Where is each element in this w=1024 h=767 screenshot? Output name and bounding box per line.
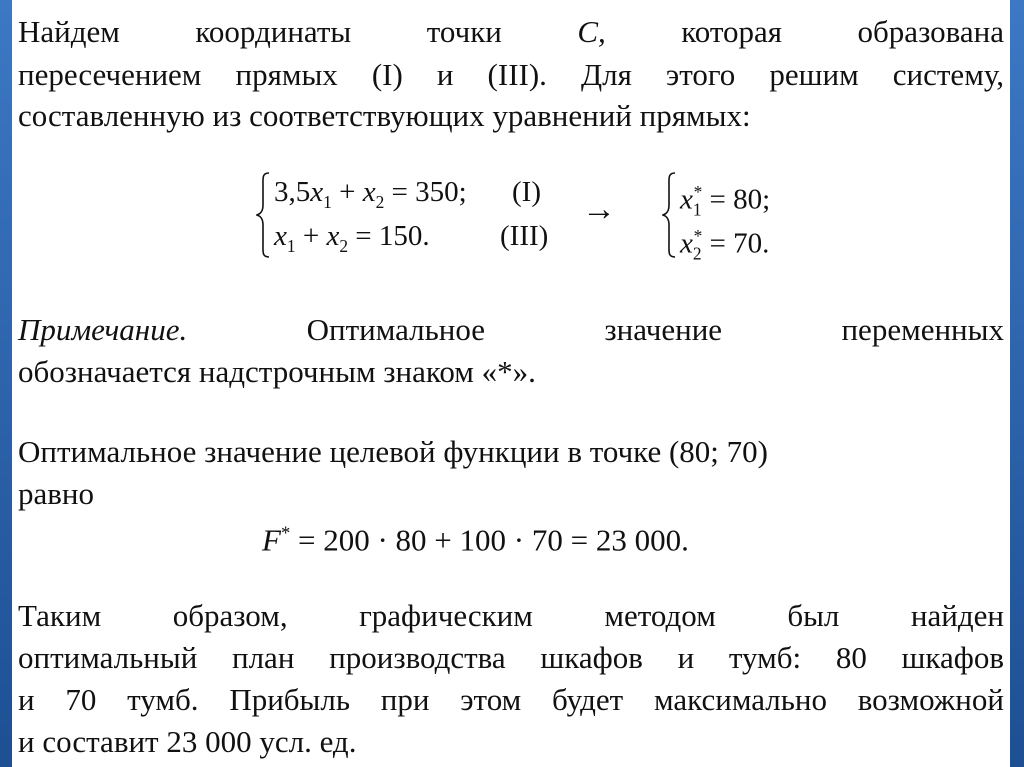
solution-value: = 80; [702,183,771,216]
word: и [18,682,35,717]
word: систему, [892,57,1004,92]
word: этом [460,682,522,717]
word: переменных [841,312,1004,347]
word: и [677,640,695,675]
note-line1 [18,312,1004,348]
slide-frame-left [0,0,12,767]
note-line2: обозначается надстрочным знаком «*». [18,354,536,389]
word: Для [580,57,632,92]
word: Найдем [18,14,120,49]
optimal-line2: равно [18,476,94,511]
word: точки [426,14,502,49]
word: будет [552,682,624,717]
optimal-line1: Оптимальное значение целевой функции в точке (80; 70) [18,434,768,469]
word: прямых [235,57,338,92]
word: (III). [487,57,547,92]
word: методом [604,598,716,633]
operator: + [331,176,363,208]
operator: + [295,220,327,252]
variable: x [362,176,376,208]
word: Таким [18,598,102,633]
subscript: 2 [375,191,385,212]
variable: x [680,227,693,260]
superscript: * [693,182,703,202]
word: максимально [654,682,827,717]
word: образована [857,14,1004,49]
subscript: 2 [339,235,349,256]
word: Прибыль [229,682,350,717]
solution-2 [680,216,769,273]
equation-2 [274,216,430,266]
word: шкафов [540,640,643,675]
conclusion-line4: и составит 23 000 усл. ед. [18,724,357,759]
subscript: 1 [323,191,332,212]
right-arrow-icon: → [582,191,616,228]
subscript: 2 [692,243,702,264]
word: Оптимальное [306,312,485,347]
word: графическим [359,598,533,633]
variable: x [326,220,340,252]
superscript: * [693,226,703,246]
variable: x [274,220,287,252]
word: план [232,640,295,675]
word: возможной [857,682,1004,717]
word: этого [665,57,736,92]
equation-1 [274,172,467,222]
word: был [787,598,840,633]
paragraph1-line3: составленную из соответствующих уравнений прямых: [18,98,751,133]
paragraph1-line2 [18,57,1004,93]
word: пересечением [18,57,202,92]
word: и [436,57,454,92]
word: 70 [65,682,97,717]
equation-rhs: = 350; [384,176,467,208]
paragraph1-line1 [18,14,1004,50]
word: оптимальный [18,640,198,675]
word: тумб: [728,640,802,675]
word: найден [910,598,1004,633]
equation-rhs: = 150. [348,220,430,252]
variable: x [680,183,693,216]
slide-page [12,0,1010,767]
word: 80 [835,640,867,675]
point-c-label: C, [577,14,606,49]
word: образом, [172,598,288,633]
word: производства [329,640,506,675]
word: при [380,682,430,717]
objective-formula [262,514,689,560]
conclusion-line1 [18,598,1004,634]
right-system-brace-icon [662,172,676,258]
formula-expression: = 200 · 80 + 100 · 70 = 23 000. [290,522,689,558]
slide-frame-right [1010,0,1024,767]
conclusion-line2 [18,640,1004,676]
conclusion-line3 [18,682,1004,718]
equation-2-label: (III) [500,220,549,252]
left-brace-icon [256,172,270,258]
word: которая [681,14,783,49]
coefficient: 3,5 [274,176,311,208]
equation-1-label: (I) [512,176,541,208]
word: тумб. [127,682,199,717]
subscript: 1 [692,199,702,220]
note-label: Примечание. [18,312,188,347]
word: координаты [195,14,352,49]
superscript: * [280,523,291,544]
word: (I) [371,57,403,92]
subscript: 1 [286,235,296,256]
solution-value: = 70. [702,227,770,260]
word: значение [604,312,723,347]
word: шкафов [901,640,1004,675]
function-variable: F [262,522,281,558]
variable: x [310,176,324,208]
word: решим [769,57,859,92]
